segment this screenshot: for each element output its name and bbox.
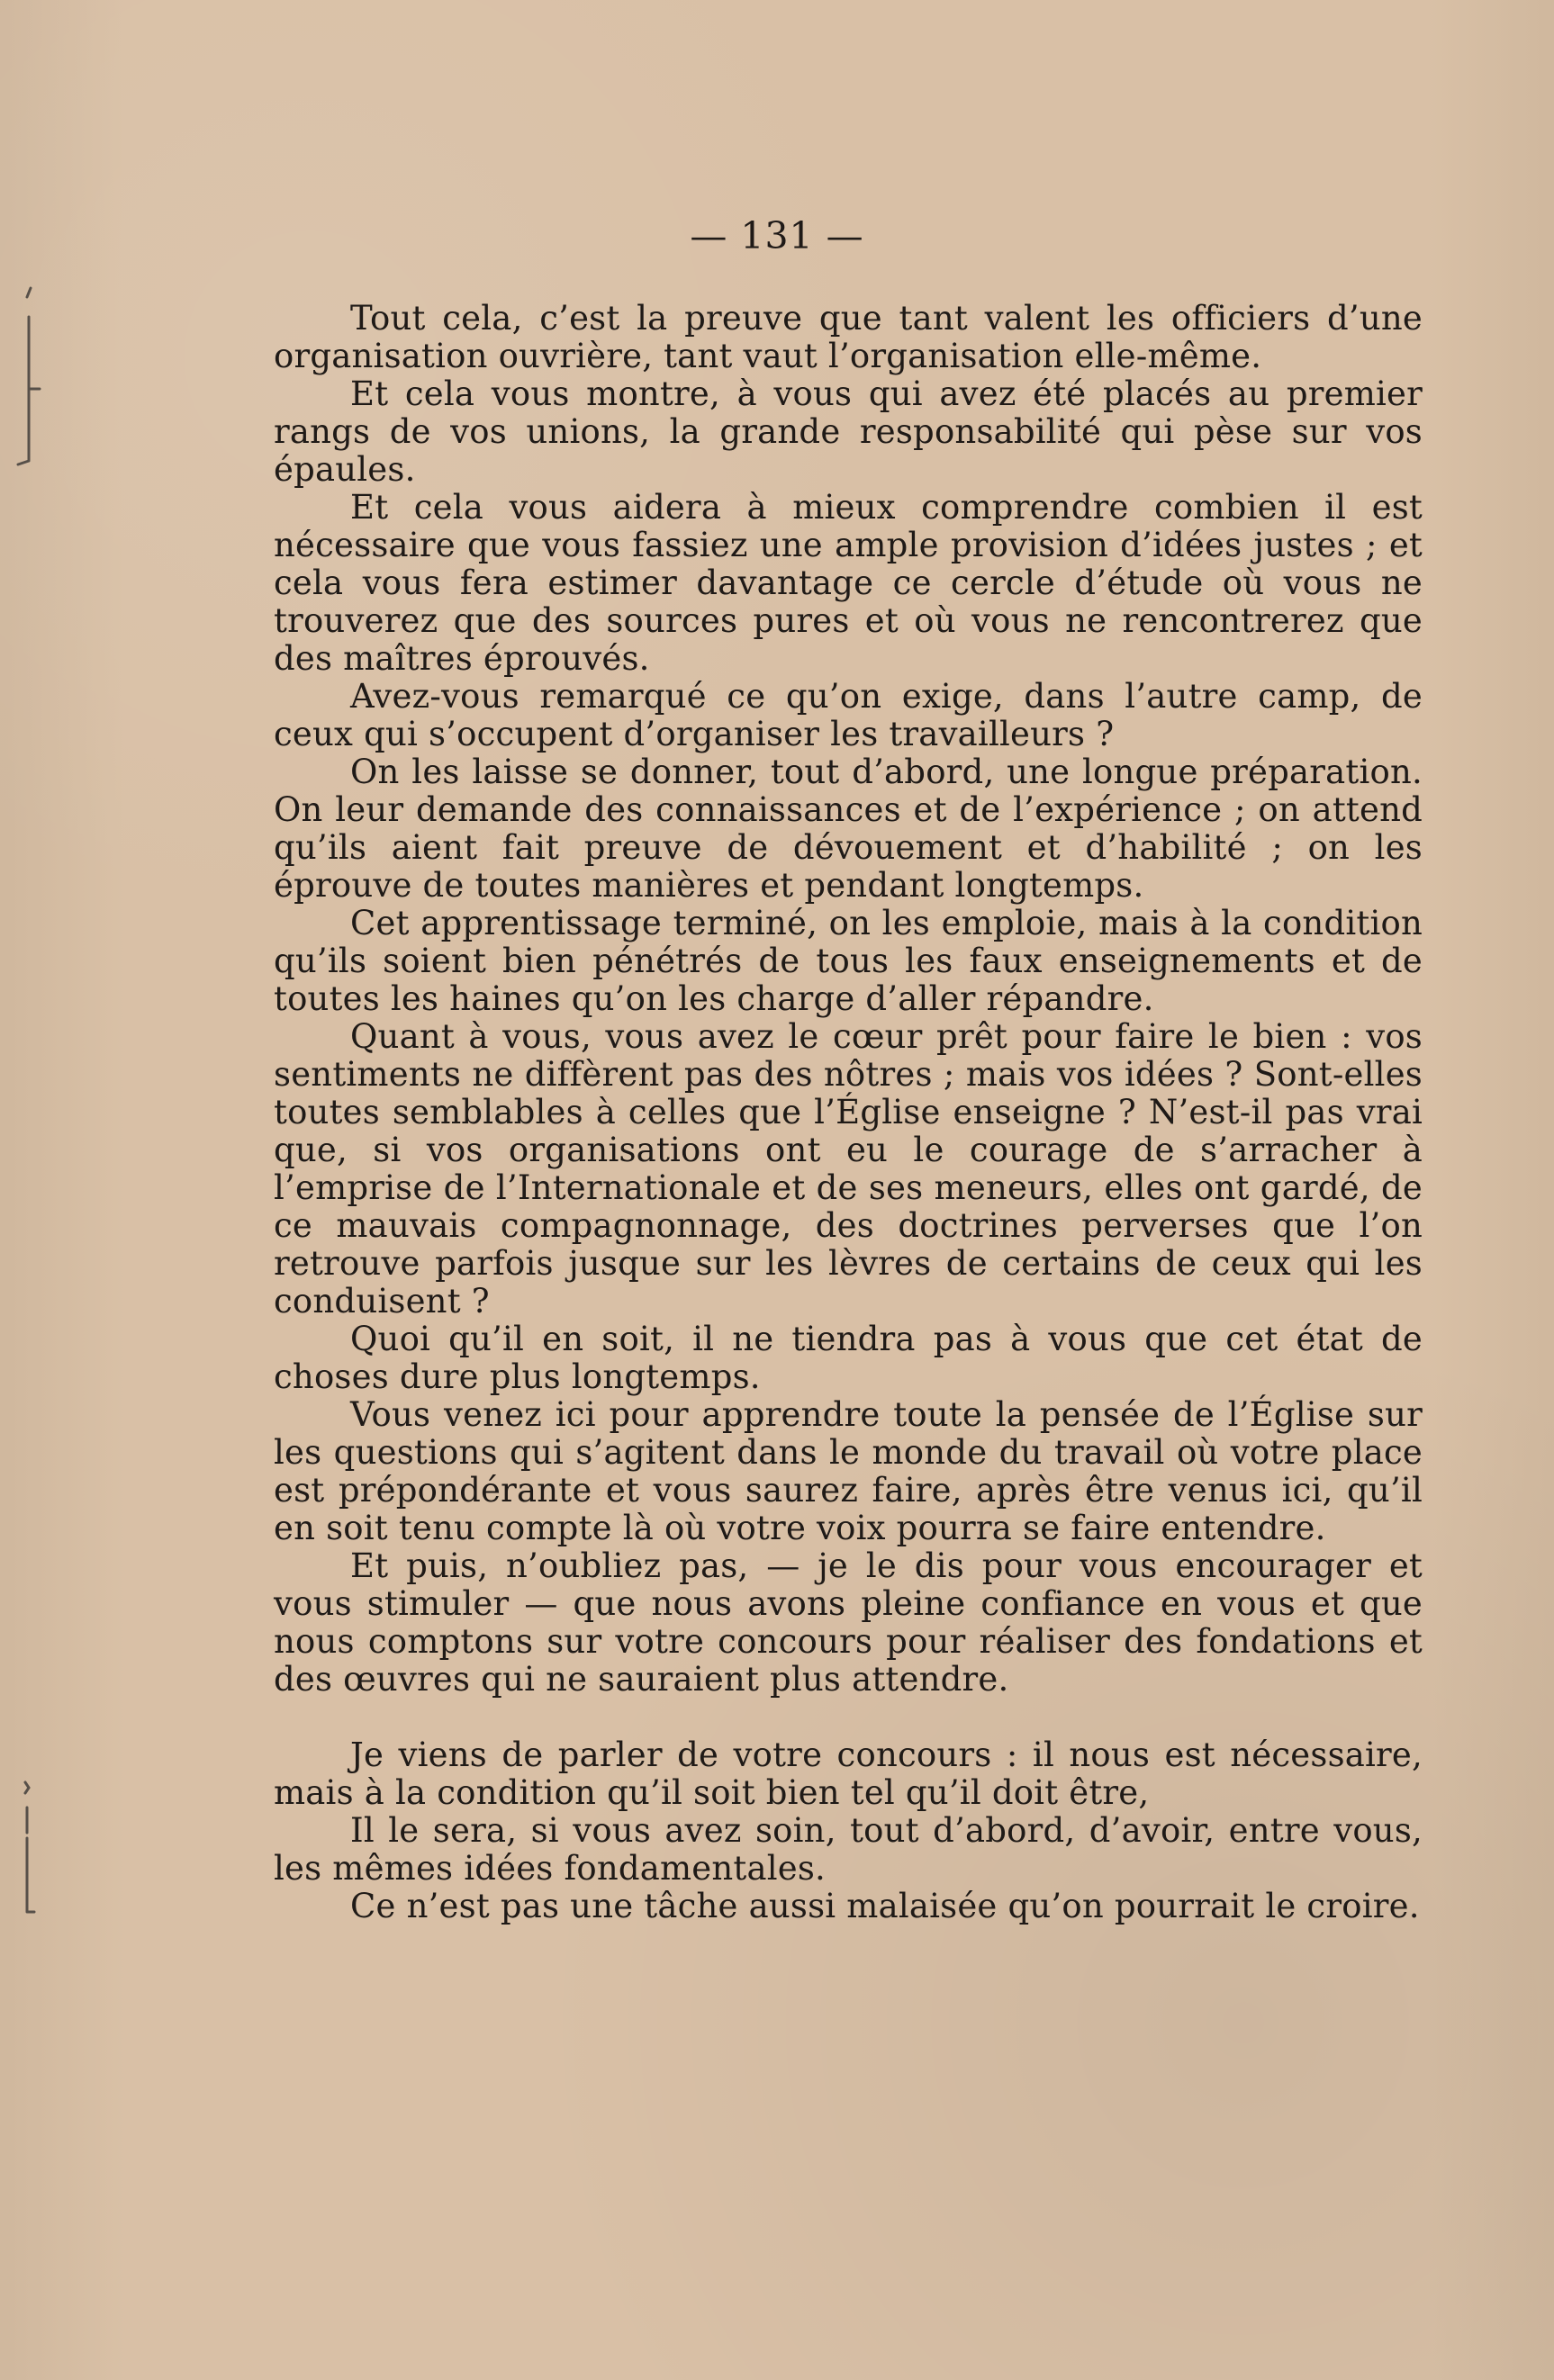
margin-bracket-mark-bottom xyxy=(9,1775,54,1937)
paragraph-2: Et cela vous montre, à vous qui avez été placés au premier rangs de vos unions, la grande responsabilité qui pèse sur vos épaules. xyxy=(274,374,1423,489)
page-number: — 131 — xyxy=(690,214,864,257)
paragraph-7: Quant à vous, vous avez le cœur prêt pour faire le bien : vos sentiments ne diffèrent pas des nôtres ; mais vos idées ? Sont-elles toutes semblables à celles que l’Église enseigne ? N’est-il pas vrai que, si vos organisations ont eu le courage de s’arracher à l’emprise de l’Internationale et de ses meneurs, elles ont gardé, de ce mauvais compagnonnage, des doctrines perverses que l’on retrouve parfois jusque sur les lèvres de certains de ceux qui les conduisent ? xyxy=(274,1017,1423,1321)
paragraph-10: Et puis, n’oubliez pas, — je le dis pour vous encourager et vous stimuler — que nous avons pleine confiance en vous et que nous comptons sur votre concours pour réaliser des fondations et des œuvres qui ne sauraient plus attendre. xyxy=(274,1546,1423,1699)
paragraph-1: Tout cela, c’est la preuve que tant valent les officiers d’une organisation ouvrière, tant vaut l’organisation elle-même. xyxy=(274,299,1423,375)
paragraph-4: Avez-vous remarqué ce qu’on exige, dans l’autre camp, de ceux qui s’occupent d’organiser les travailleurs ? xyxy=(274,677,1423,753)
paragraph-11: Je viens de parler de votre concours : il nous est nécessaire, mais à la condition qu’il soit bien tel qu’il doit être, xyxy=(274,1735,1423,1812)
paragraph-8: Quoi qu’il en soit, il ne tiendra pas à vous que cet état de choses dure plus longtemps. xyxy=(274,1320,1423,1396)
paragraph-13: Ce n’est pas une tâche aussi malaisée qu’on pourrait le croire. xyxy=(350,1887,1420,1925)
paragraph-6: Cet apprentissage terminé, on les emploie, mais à la condition qu’ils soient bien pénétrés de tous les faux enseignements et de toutes les haines qu’on les charge d’aller répandre. xyxy=(274,904,1423,1018)
body-text xyxy=(274,300,1423,1925)
paragraph-5: On les laisse se donner, tout d’abord, une longue préparation. On leur demande des connaissances et de l’expérience ; on attend qu’ils aient fait preuve de dévouement et d’habilité ; on les éprouve de toutes manières et pendant longtemps. xyxy=(274,753,1423,905)
paragraph-12: Il le sera, si vous avez soin, tout d’abord, d’avoir, entre vous, les mêmes idées fondamentales. xyxy=(274,1811,1423,1888)
margin-bracket-mark-top xyxy=(9,281,54,488)
paragraph-9: Vous venez ici pour apprendre toute la pensée de l’Église sur les questions qui s’agitent dans le monde du travail où votre place est prépondérante et vous saurez faire, après être venus ici, qu’il en soit tenu compte là où votre voix pourra se faire entendre. xyxy=(274,1395,1423,1547)
paragraph-3: Et cela vous aidera à mieux comprendre combien il est nécessaire que vous fassiez une ample provision d’idées justes ; et cela vous fera estimer davantage ce cercle d’étude où vous ne trouverez que des sources pures et où vous ne rencontrerez que des maîtres éprouvés. xyxy=(274,488,1423,678)
